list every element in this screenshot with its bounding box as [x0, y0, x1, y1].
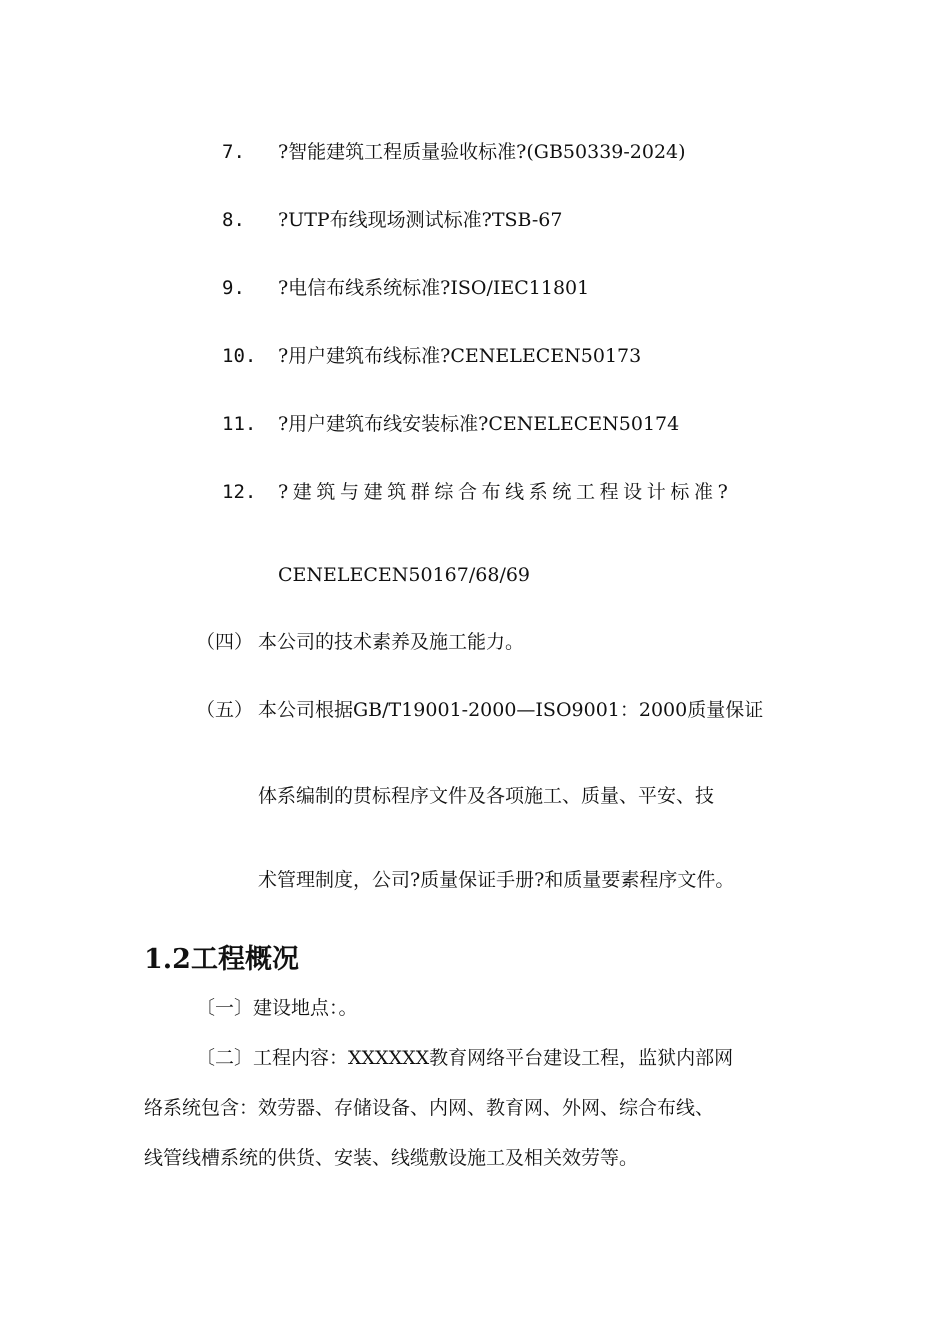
section-four-text: 本公司的技术素养及施工能力。: [258, 631, 525, 653]
list-item-12-continuation: CENELECEN50167/68/69: [278, 564, 531, 586]
section-four-marker: （四）: [196, 631, 254, 653]
list-item-8: ?UTP布线现场测试标准?TSB-67: [278, 209, 563, 231]
overview-para-2-line-2: 络系统包含：效劳器、存储设备、内网、教育网、外网、综合布线、: [144, 1097, 715, 1119]
section-five-marker: （五）: [196, 699, 254, 721]
section-five-line-3: 术管理制度，公司?质量保证手册?和质量要素程序文件。: [258, 869, 735, 891]
list-number-8: 8.: [222, 209, 245, 231]
list-number-12: 12.: [222, 481, 257, 503]
section-heading: 1.2工程概况: [144, 944, 299, 975]
list-item-9: ?电信布线系统标准?ISO/IEC11801: [278, 277, 590, 299]
list-number-7: 7.: [222, 141, 245, 163]
list-number-10: 10.: [222, 345, 257, 367]
list-item-12: ?建筑与建筑群综合布线系统工程设计标准?: [278, 481, 733, 503]
list-item-7: ?智能建筑工程质量验收标准?(GB50339-2024): [278, 141, 686, 163]
list-number-9: 9.: [222, 277, 245, 299]
list-item-10: ?用户建筑布线标准?CENELECEN50173: [278, 345, 642, 367]
list-number-11: 11.: [222, 413, 257, 435]
list-item-11: ?用户建筑布线安装标准?CENELECEN50174: [278, 413, 680, 435]
section-five-line-1: 本公司根据GB/T19001-2000—ISO9001：2000质量保证: [258, 699, 764, 721]
overview-para-2-line-3: 线管线槽系统的供货、安装、线缆敷设施工及相关效劳等。: [144, 1147, 639, 1169]
overview-para-1: 〔一〕建设地点：。: [196, 997, 358, 1019]
section-five-line-2: 体系编制的贯标程序文件及各项施工、质量、平安、技: [258, 785, 715, 807]
overview-para-2-line-1: 〔二〕工程内容：XXXXXX教育网络平台建设工程，监狱内部网: [196, 1047, 734, 1069]
